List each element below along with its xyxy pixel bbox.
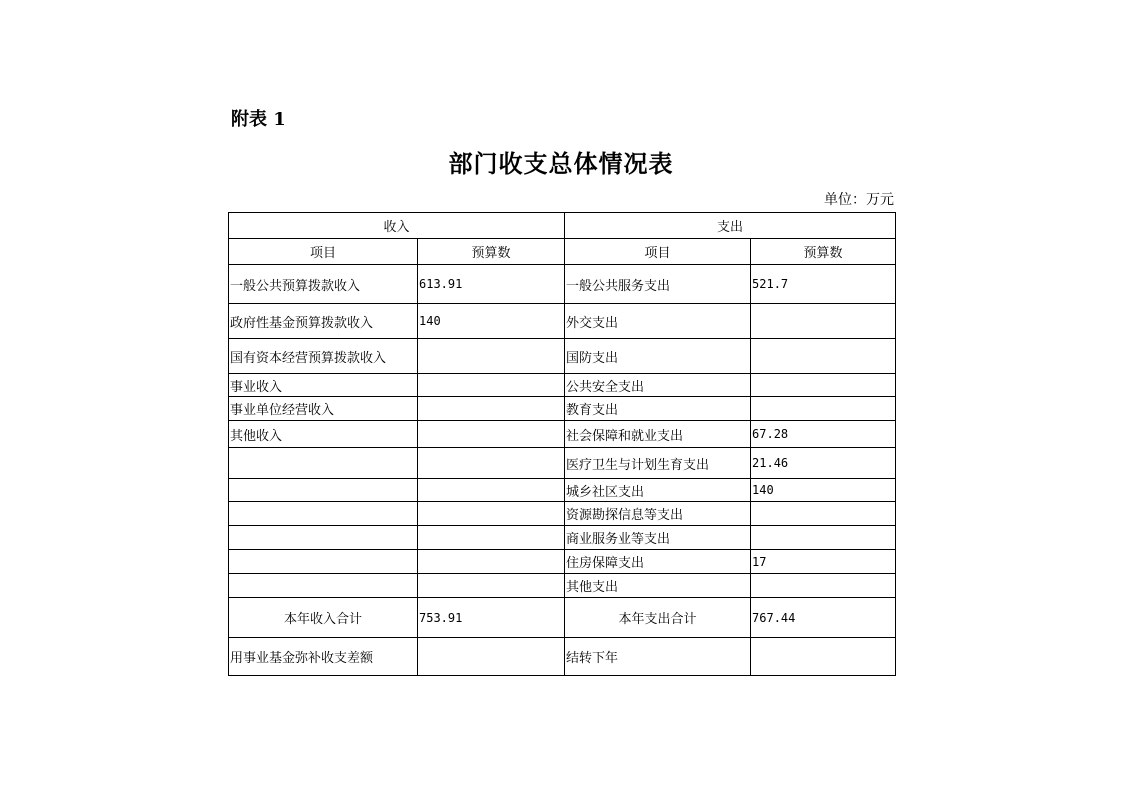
table-row xyxy=(229,265,896,304)
expense-item: 公共安全支出 xyxy=(565,374,751,397)
expense-item: 结转下年 xyxy=(565,638,751,676)
income-value xyxy=(418,374,565,397)
table-row xyxy=(229,374,896,397)
income-item: 用事业基金弥补收支差额 xyxy=(229,638,418,676)
expense-value xyxy=(751,304,896,339)
income-item: 事业单位经营收入 xyxy=(229,397,418,421)
expense-value xyxy=(751,574,896,598)
expense-value: 521.7 xyxy=(751,265,896,304)
table-row xyxy=(229,421,896,448)
expense-value xyxy=(751,638,896,676)
income-section-header: 收入 xyxy=(229,213,565,239)
table-row xyxy=(229,550,896,574)
income-item xyxy=(229,526,418,550)
expense-item: 其他支出 xyxy=(565,574,751,598)
income-total-label: 本年收入合计 xyxy=(229,598,418,638)
income-total-value: 753.91 xyxy=(418,598,565,638)
budget-table xyxy=(228,212,896,676)
income-value xyxy=(418,479,565,502)
income-item: 政府性基金预算拨款收入 xyxy=(229,304,418,339)
income-item: 一般公共预算拨款收入 xyxy=(229,265,418,304)
expense-item: 资源勘探信息等支出 xyxy=(565,502,751,526)
expense-value xyxy=(751,339,896,374)
income-value xyxy=(418,526,565,550)
expense-item: 住房保障支出 xyxy=(565,550,751,574)
income-value xyxy=(418,502,565,526)
income-item: 其他收入 xyxy=(229,421,418,448)
table-row xyxy=(229,448,896,479)
income-value xyxy=(418,448,565,479)
income-item xyxy=(229,574,418,598)
income-value xyxy=(418,574,565,598)
expense-value xyxy=(751,397,896,421)
expense-value xyxy=(751,526,896,550)
expense-item: 商业服务业等支出 xyxy=(565,526,751,550)
expense-value: 21.46 xyxy=(751,448,896,479)
income-value xyxy=(418,421,565,448)
income-value xyxy=(418,339,565,374)
income-budget-header: 预算数 xyxy=(418,239,565,265)
expense-value: 17 xyxy=(751,550,896,574)
income-item: 国有资本经营预算拨款收入 xyxy=(229,339,418,374)
table-row xyxy=(229,502,896,526)
unit-label: 单位：万元 xyxy=(824,192,894,208)
column-header-row xyxy=(229,239,896,265)
expense-item: 一般公共服务支出 xyxy=(565,265,751,304)
expense-item: 城乡社区支出 xyxy=(565,479,751,502)
expense-item: 医疗卫生与计划生育支出 xyxy=(565,448,751,479)
income-item: 事业收入 xyxy=(229,374,418,397)
expense-item: 外交支出 xyxy=(565,304,751,339)
table-row xyxy=(229,638,896,676)
table-row xyxy=(229,304,896,339)
total-row xyxy=(229,598,896,638)
expense-value: 67.28 xyxy=(751,421,896,448)
expense-total-label: 本年支出合计 xyxy=(565,598,751,638)
expense-item: 国防支出 xyxy=(565,339,751,374)
expense-section-header: 支出 xyxy=(565,213,896,239)
expense-value xyxy=(751,374,896,397)
income-item xyxy=(229,502,418,526)
expense-value xyxy=(751,502,896,526)
table-row xyxy=(229,397,896,421)
income-value xyxy=(418,550,565,574)
expense-total-value: 767.44 xyxy=(751,598,896,638)
income-value xyxy=(418,397,565,421)
table-row xyxy=(229,339,896,374)
section-header-row xyxy=(229,213,896,239)
expense-value: 140 xyxy=(751,479,896,502)
income-item-header: 项目 xyxy=(229,239,418,265)
table-row xyxy=(229,574,896,598)
income-value: 140 xyxy=(418,304,565,339)
expense-budget-header: 预算数 xyxy=(751,239,896,265)
expense-item: 教育支出 xyxy=(565,397,751,421)
table-row xyxy=(229,526,896,550)
attachment-label: 附表 1 xyxy=(231,109,286,130)
income-value xyxy=(418,638,565,676)
income-item xyxy=(229,550,418,574)
income-item xyxy=(229,479,418,502)
page-title: 部门收支总体情况表 xyxy=(448,149,674,178)
income-value: 613.91 xyxy=(418,265,565,304)
expense-item: 社会保障和就业支出 xyxy=(565,421,751,448)
table-row xyxy=(229,479,896,502)
expense-item-header: 项目 xyxy=(565,239,751,265)
income-item xyxy=(229,448,418,479)
